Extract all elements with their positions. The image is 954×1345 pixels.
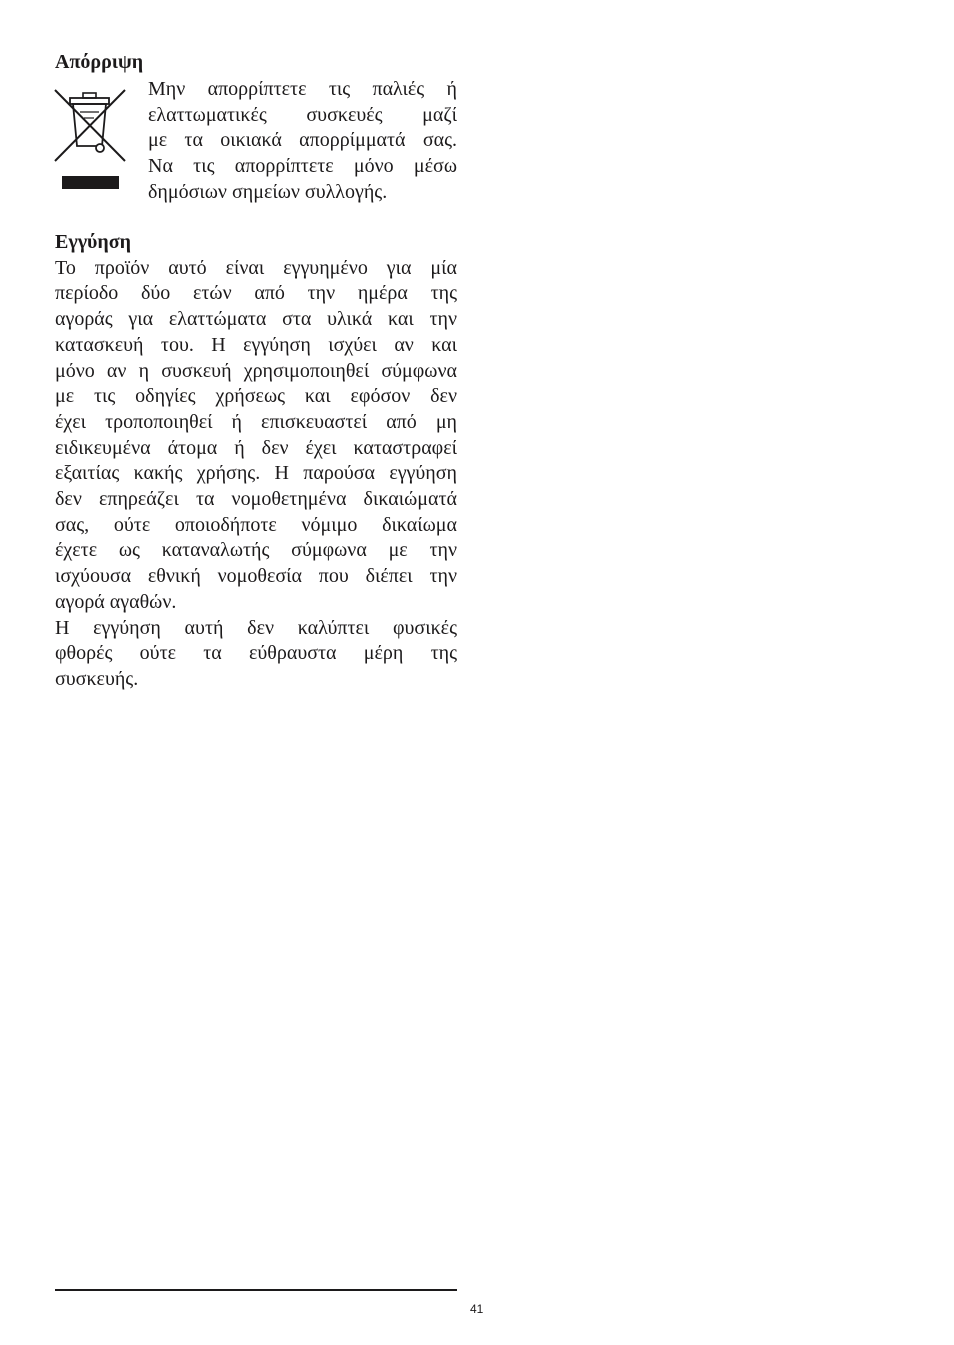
- text-line: ειδικευμένα άτομα ή δεν έχει καταστραφεί: [55, 436, 457, 459]
- text-line: συσκευής.: [55, 667, 139, 690]
- text-line: φθορές ούτε τα εύθραυστα μέρη της: [55, 642, 457, 665]
- text-line: αγορά αγαθών.: [55, 590, 177, 613]
- disposal-paragraph: [148, 77, 457, 206]
- text-line: αγοράς για ελαττώματα στα υλικά και την: [55, 308, 457, 331]
- text-line: Η εγγύηση αυτή δεν καλύπτει φυσικές: [55, 616, 457, 639]
- text-line: ελαττωματικές συσκευές μαζί: [148, 103, 457, 126]
- text-line: κατασκευή του. Η εγγύηση ισχύει αν και: [55, 333, 457, 356]
- text-line: με τις οδηγίες χρήσεως και εφόσον δεν: [55, 385, 457, 408]
- text-line: Το προϊόν αυτό είναι εγγυημένο για μία: [55, 256, 457, 279]
- disposal-heading: Απόρριψη: [55, 51, 144, 73]
- warranty-heading: Εγγύηση: [55, 231, 132, 253]
- text-line: έχετε ως καταναλωτής σύμφωνα με την: [55, 539, 457, 562]
- text-line: δεν επηρεάζει τα νομοθετημένα δικαιώματά: [55, 488, 457, 511]
- text-line: Μην απορρίπτετε τις παλιές ή: [148, 78, 457, 100]
- warranty-section: [55, 230, 457, 693]
- text-line: με τα οικιακά απορρίμματά σας.: [148, 129, 457, 152]
- text-line: Να τις απορρίπτετε μόνο μέσω: [148, 155, 457, 178]
- warranty-paragraph-1: [55, 256, 457, 616]
- text-line: ισχύουσα εθνική νομοθεσία που διέπει την: [55, 565, 457, 588]
- text-line: εξαιτίας κακής χρήσης. Η παρούσα εγγύηση: [55, 462, 457, 485]
- text-line: σας, ούτε οποιοδήποτε νόμιμο δικαίωμα: [55, 513, 457, 536]
- footer-divider: [55, 1289, 457, 1291]
- disposal-section-heading: [55, 50, 255, 76]
- text-line: μόνο αν η συσκευή χρησιμοποιηθεί σύμφωνα: [55, 359, 457, 382]
- page-number: 41: [470, 1302, 484, 1316]
- text-line: έχει τροποποιηθεί ή επισκευαστεί από μη: [55, 410, 457, 433]
- crossed-out-wheelie-bin-icon: [54, 88, 126, 192]
- text-line: δημόσιων σημείων συλλογής.: [148, 180, 388, 203]
- text-line: περίοδο δύο ετών από την ημέρα της: [55, 282, 457, 305]
- warranty-paragraph-2: [55, 616, 457, 693]
